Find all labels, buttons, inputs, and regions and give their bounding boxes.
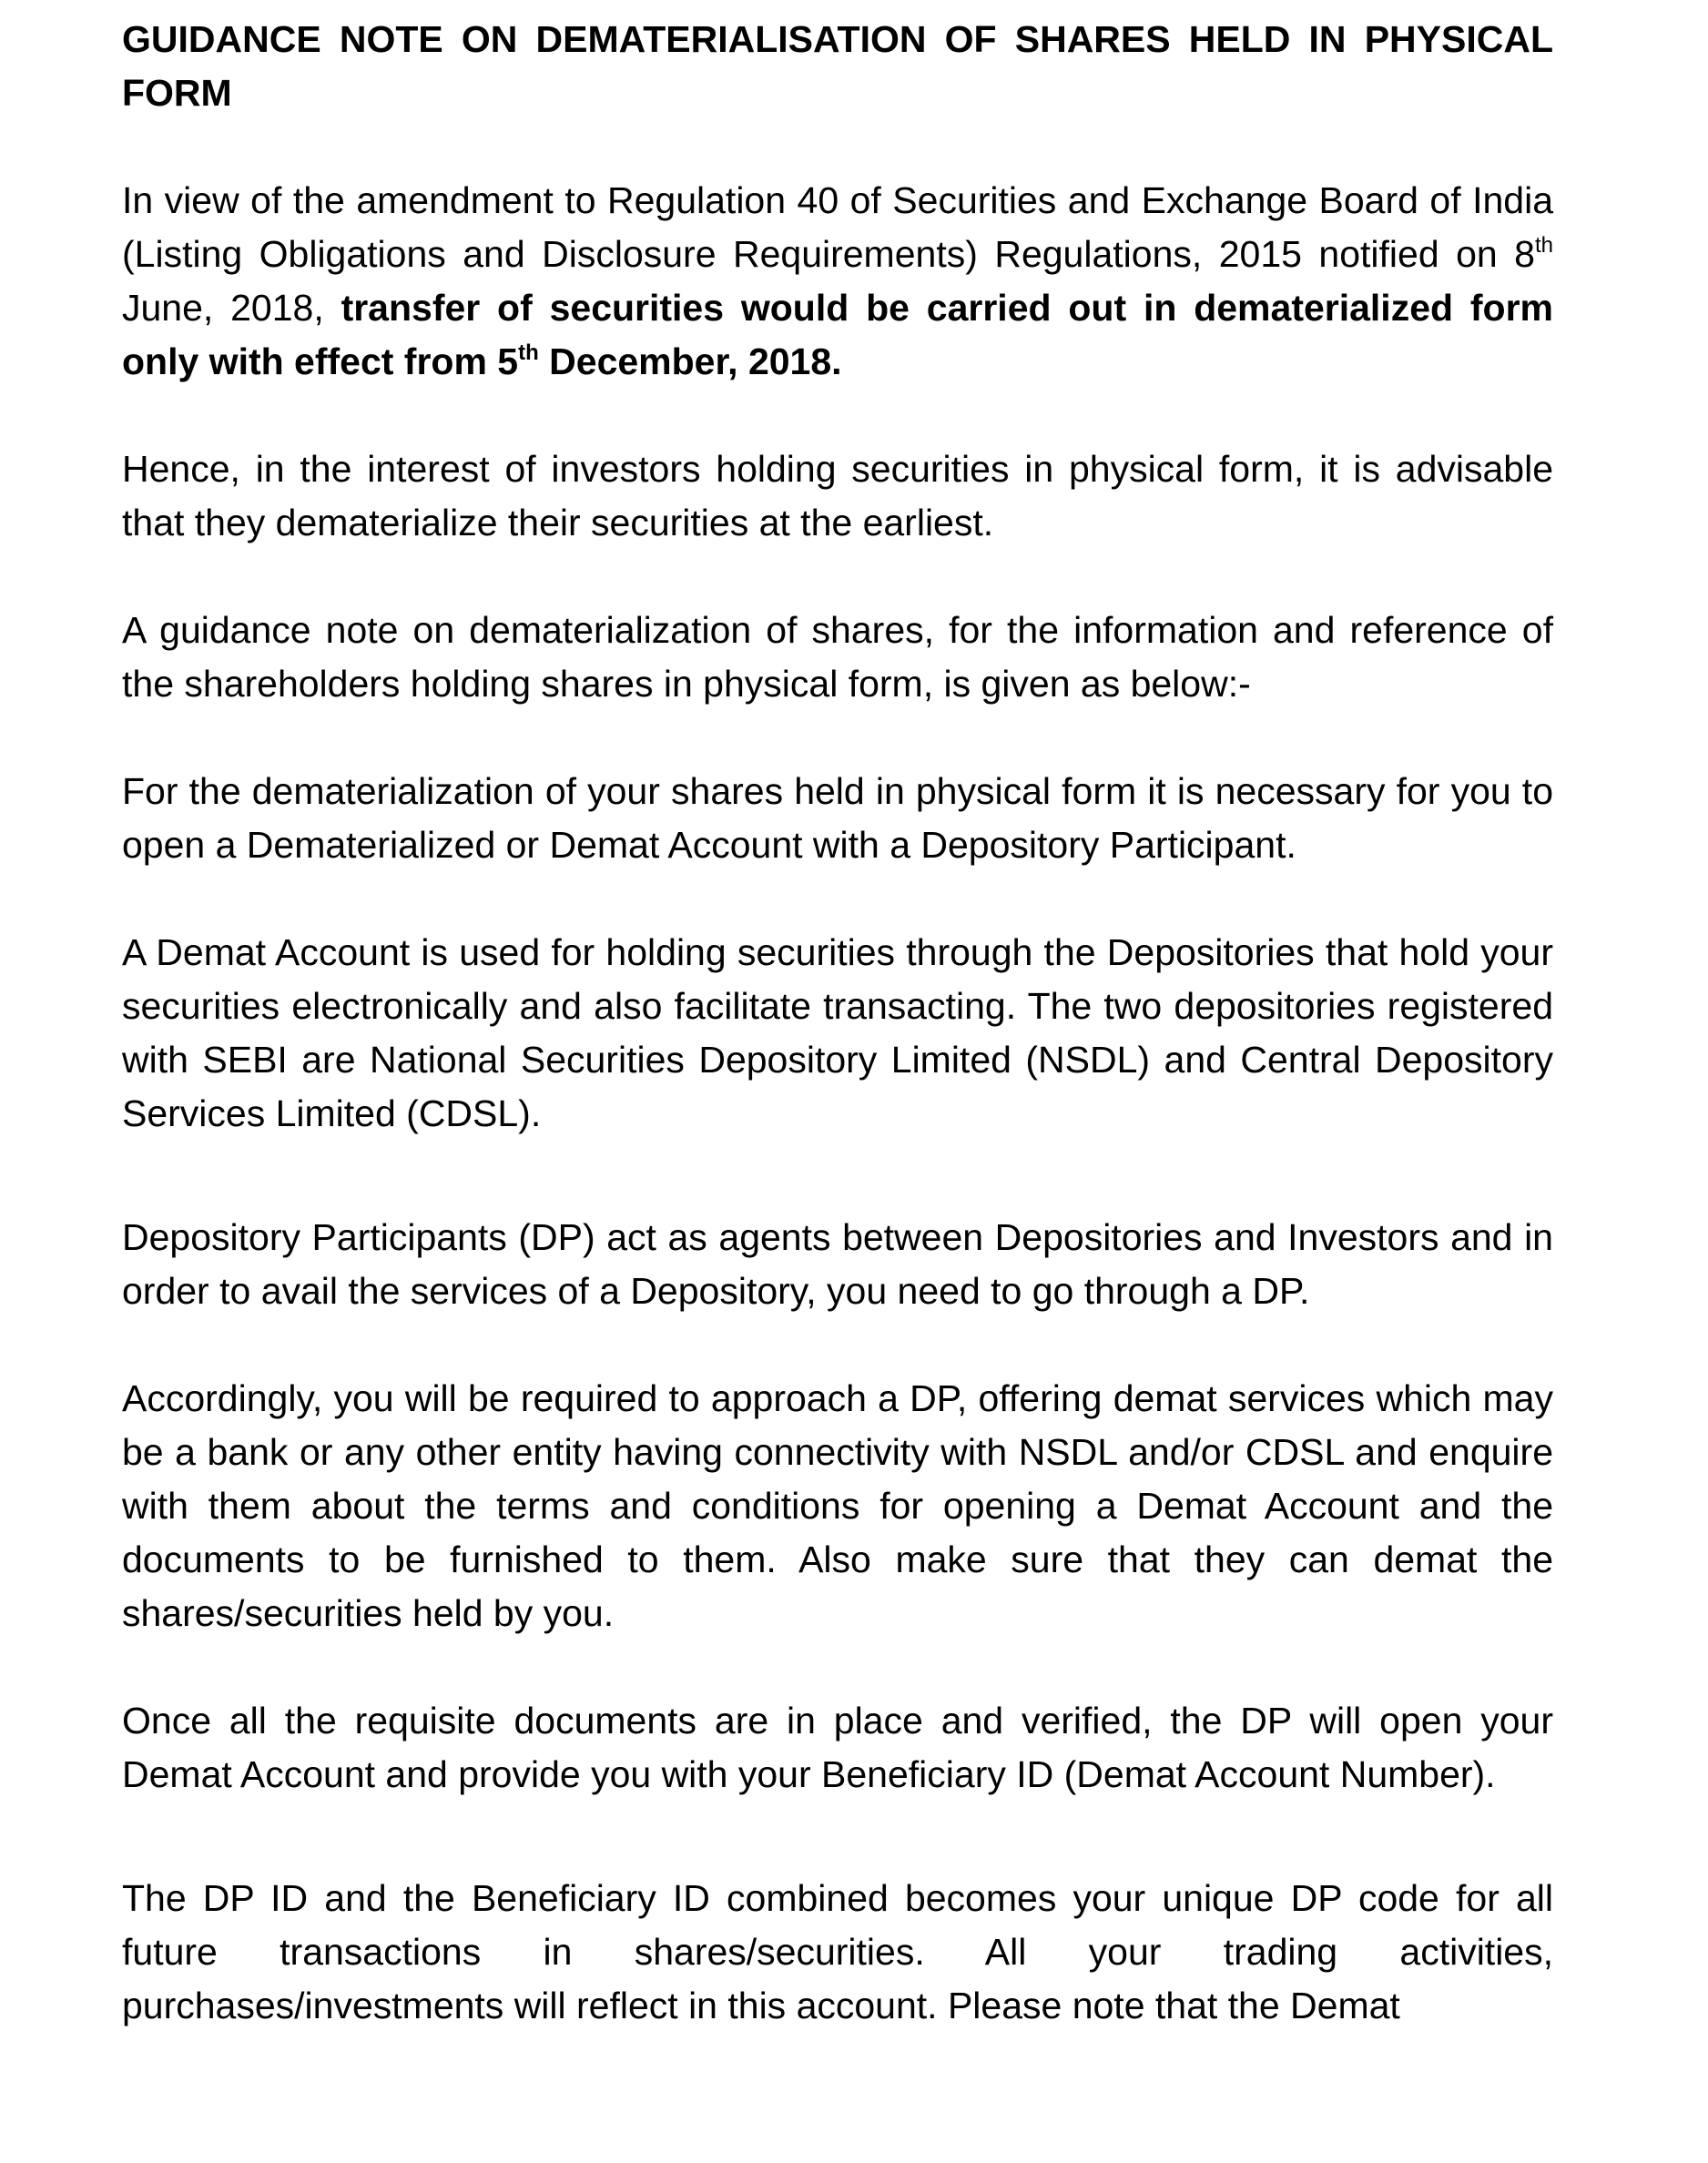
- paragraph-dp-code: The DP ID and the Beneficiary ID combined becomes your unique DP code for all future transactions in shares/securities. All your trading activities, purchases/investments will reflect in this account. Please note that the Demat: [122, 1877, 1553, 2026]
- superscript-th-1: th: [1534, 233, 1553, 258]
- document-title: GUIDANCE NOTE ON DEMATERIALISATION OF SHARES HELD IN PHYSICAL FORM: [122, 18, 1553, 114]
- intro-paragraph: [122, 174, 1553, 389]
- intro-text-2: June, 2018,: [122, 287, 341, 329]
- paragraph-guidance-intro: A guidance note on dematerialization of shares, for the information and reference of the shareholders holding shares in physical form, is given as below:-: [122, 609, 1553, 705]
- paragraph-open-demat: For the dematerialization of your shares held in physical form it is necessary for you to open a Dematerialized or Demat Account with a Depository Participant.: [122, 770, 1553, 866]
- intro-bold-2: December, 2018.: [538, 340, 842, 382]
- paragraph-approach-dp: Accordingly, you will be required to approach a DP, offering demat services which may be a bank or any other entity having connectivity with NSDL and/or CDSL and enquire with them about the terms and conditions for opening a Demat Account and the documents to be furnished to them. Also make sure that they can demat the shares/securities held by you.: [122, 1377, 1553, 1634]
- intro-bold-1: transfer of securities would be carried out in dematerialized form only with effect from 5: [122, 287, 1553, 382]
- superscript-th-2: th: [518, 340, 539, 365]
- paragraph-recommendation: Hence, in the interest of investors holding securities in physical form, it is advisable that they dematerialize their securities at the earliest.: [122, 448, 1553, 543]
- paragraph-account-opening: Once all the requisite documents are in place and verified, the DP will open your Demat Account and provide you with your Beneficiary ID (Demat Account Number).: [122, 1700, 1553, 1795]
- paragraph-demat-account: A Demat Account is used for holding securities through the Depositories that hold your securities electronically and also facilitate transacting. The two depositories registered with SEBI are National Securities Depository Limited (NSDL) and Central Depository Services Limited (CDSL).: [122, 931, 1553, 1134]
- intro-text-1: In view of the amendment to Regulation 40 of Securities and Exchange Board of India (Listing Obligations and Disclosure Requirements) Regulations, 2015 notified on 8: [122, 179, 1553, 275]
- paragraph-depository-participants: Depository Participants (DP) act as agents between Depositories and Investors and in order to avail the services of a Depository, you need to go through a DP.: [122, 1216, 1553, 1312]
- document-page: [122, 13, 1553, 2087]
